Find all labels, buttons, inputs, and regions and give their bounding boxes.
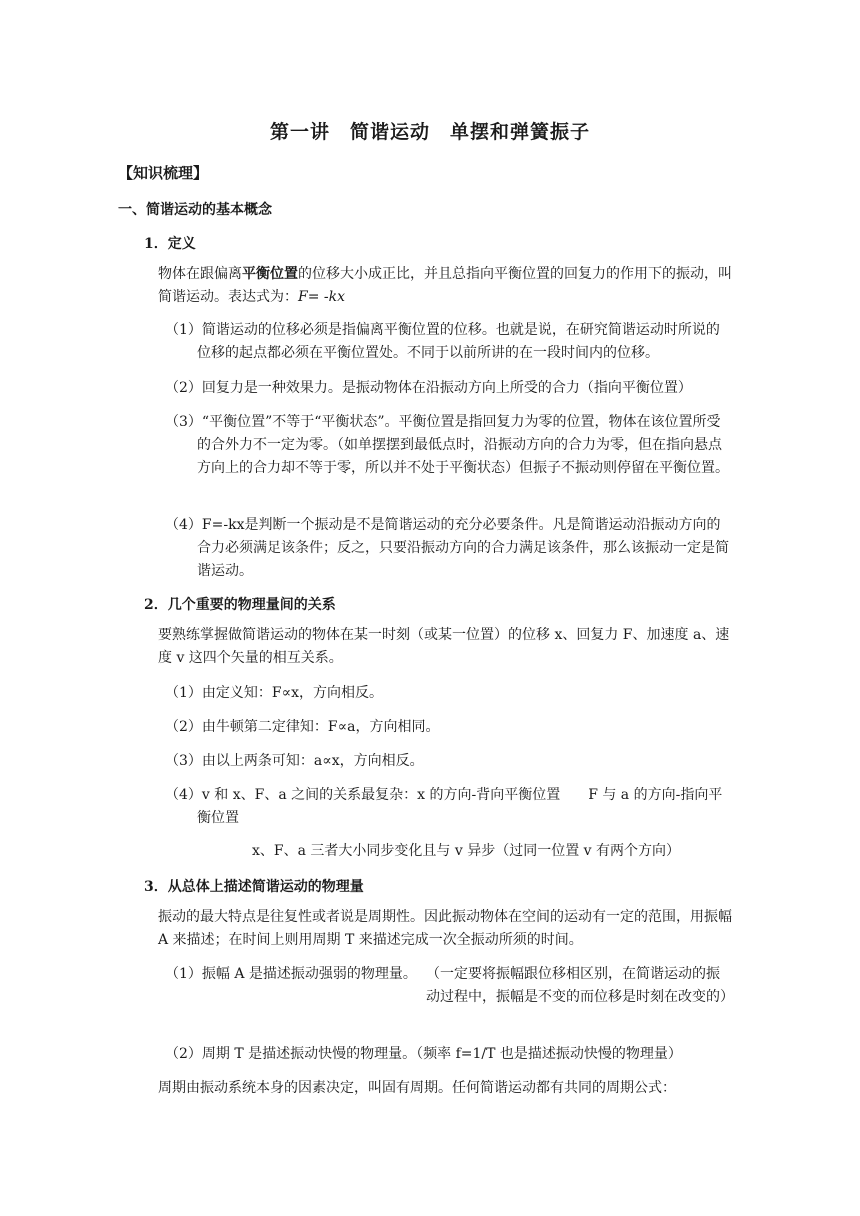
part1-heading: 一、简谐运动的基本概念 (118, 202, 272, 218)
definition-text-b: 的位移大小成正比，并且总指向平衡位置的回复力的作用下的振动，叫简谐运动。表达式为： (158, 266, 732, 305)
list-item: （4）F=-kx是判断一个振动是不是简谐运动的充分必要条件。凡是简谐运动沿振动方向的合力必须满足该条件；反之，只要沿振动方向的合力满足该条件，那么该振动一定是简谐运动。 (165, 517, 729, 579)
list-item: （1）振幅 A 是描述振动强弱的物理量。 (165, 966, 417, 982)
closing-paragraph: 周期由振动系统本身的因素决定，叫固有周期。任何简谐运动都有共同的周期公式： (158, 1080, 676, 1096)
list-item: （4）v 和 x、F、a 之间的关系最复杂：x 的方向-背向平衡位置 F 与 a 的方向-指向平衡位置 (165, 787, 723, 826)
list-item: （1）简谐运动的位移必须是指偏离平衡位置的位移。也就是说，在研究简谐运动时所说的位移的起点都必须在平衡位置处。不同于以前所讲的在一段时间内的位移。 (165, 322, 720, 361)
sub1-heading: 1．定义 (144, 236, 196, 252)
sub2-intro: 要熟练掌握做简谐运动的物体在某一时刻（或某一位置）的位移 x、回复力 F、加速度 a、速度 v 这四个矢量的相互关系。 (158, 627, 730, 666)
definition-paragraph (158, 263, 733, 309)
list-item: （2）回复力是一种效果力。是振动物体在沿振动方向上所受的合力（指向平衡位置） (165, 380, 692, 396)
list-item: （1）由定义知：F∝x，方向相反。 (165, 685, 383, 701)
relation-note: x、F、a 三者大小同步变化且与 v 异步（过同一位置 v 有两个方向） (252, 843, 681, 859)
list-item: （2）周期 T 是描述振动快慢的物理量。（频率 f=1/T 也是描述振动快慢的物理量） (165, 1046, 682, 1062)
list-item: （3）“平衡位置”不等于“平衡状态”。平衡位置是指回复力为零的位置，物体在该位置所受的合外力不一定为零。（如单摆摆到最低点时，沿振动方向的合力为零，但在指向悬点方向上的合力却不等于零，所以并不处于平衡状态）但振子不振动则停留在平衡位置。 (165, 414, 729, 476)
amplitude-note: （一定要将振幅跟位移相区别，在简谐运动的振动过程中，振幅是不变的而位移是时刻在改变的） (426, 966, 734, 1005)
definition-bold-term: 平衡位置 (242, 266, 298, 282)
list-item: （2）由牛顿第二定律知：F∝a，方向相同。 (165, 719, 440, 735)
list-item: （3）由以上两条可知：a∝x，方向相反。 (165, 753, 424, 769)
definition-formula: F= -kx (298, 289, 346, 305)
sub2-heading: 2．几个重要的物理量间的关系 (144, 597, 336, 613)
sub3-intro: 振动的最大特点是往复性或者说是周期性。因此振动物体在空间的运动有一定的范围，用振幅 A 来描述；在时间上则用周期 T 来描述完成一次全振动所须的时间。 (158, 909, 732, 948)
section-heading: 【知识梳理】 (118, 164, 209, 182)
definition-text-a: 物体在跟偏离 (158, 266, 242, 282)
sub3-heading: 3．从总体上描述简谐运动的物理量 (144, 879, 364, 895)
page-title: 第一讲 简谐运动 单摆和弹簧振子 (269, 121, 590, 143)
